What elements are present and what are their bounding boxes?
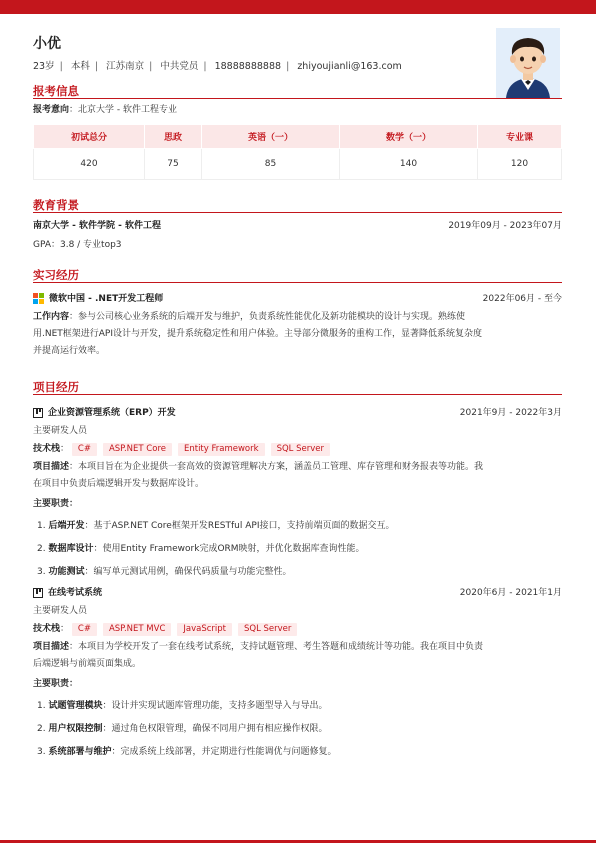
internship-content: 工作内容：参与公司核心业务系统的后端开发与维护，负责系统性能优化及新功能模块的设计与实现。熟练使 用.NET框架进行API设计与开发，提升系统稳定性和用户体验。主导部分微服务的重构工作，显著降低系统复杂度 并提高运行效率。 <box>33 312 483 356</box>
duties-label: 主要职责： <box>33 679 79 689</box>
education-school: 南京大学 - 软件学院 - 软件工程 <box>33 221 162 231</box>
project-name: 在线考试系统 <box>48 588 103 598</box>
application-intent: 报考意向：北京大学 - 软件工程专业 <box>33 105 178 115</box>
info-degree: 本科 <box>70 61 90 72</box>
stack-tag: ASP.NET Core <box>103 443 172 456</box>
stack-tag: ASP.NET MVC <box>103 623 171 636</box>
project-board-icon <box>33 588 43 598</box>
stack-tag: SQL Server <box>271 443 330 456</box>
application-section <box>33 84 562 180</box>
duties-list <box>33 695 562 764</box>
project-item <box>33 405 562 584</box>
internship-section <box>33 268 562 360</box>
score-header-english: 英语（一） <box>202 125 340 149</box>
score-total: 420 <box>34 149 145 180</box>
candidate-name: 小优 <box>33 36 61 52</box>
info-location: 江苏南京 <box>106 61 145 72</box>
stack-tag: SQL Server <box>238 623 297 636</box>
score-header-math: 数学（一） <box>339 125 477 149</box>
duty-item: 3. 系统部署与维护：完成系统上线部署，并定期进行性能调优与问题修复。 <box>37 747 337 757</box>
duty-item: 2. 数据库设计：使用Entity Framework完成ORM映射，并优化数据库查询性能。 <box>37 544 365 554</box>
score-header-major: 专业课 <box>477 125 561 149</box>
education-gpa: GPA：3.8 / 专业top3 <box>33 240 122 250</box>
top-accent-bar <box>0 0 596 14</box>
section-title-internship: 实习经历 <box>33 268 562 283</box>
project-period: 2020年6月 - 2021年1月 <box>459 588 562 598</box>
project-description: 项目描述：本项目为学校开发了一套在线考试系统，支持试题管理、考生答题和成绩统计等功能。我在项目中负责 后端逻辑与前端页面集成。 <box>33 642 484 669</box>
score-english: 85 <box>202 149 340 180</box>
intent-value: 北京大学 - 软件工程专业 <box>78 105 178 115</box>
score-header-total: 初试总分 <box>34 125 145 149</box>
score-header-politics: 思政 <box>144 125 201 149</box>
project-role: 主要研发人员 <box>33 606 88 616</box>
info-email: zhiyoujianli@163.com <box>297 61 402 72</box>
education-period: 2019年09月 - 2023年07月 <box>448 221 562 231</box>
score-major: 120 <box>477 149 561 180</box>
section-title-application: 报考信息 <box>33 84 562 99</box>
project-stack: 技术栈： C# ASP.NET MVC JavaScript SQL Server <box>33 621 562 637</box>
duty-item: 3. 功能测试：编写单元测试用例，确保代码质量与功能完整性。 <box>37 567 292 577</box>
duties-label: 主要职责： <box>33 499 79 509</box>
score-politics: 75 <box>144 149 201 180</box>
stack-tag: JavaScript <box>177 623 232 636</box>
section-title-projects: 项目经历 <box>33 380 562 395</box>
content-label: 工作内容 <box>33 312 70 322</box>
intent-label: 报考意向 <box>33 105 70 115</box>
stack-tag: C# <box>72 443 97 456</box>
project-board-icon <box>33 408 43 418</box>
section-title-education: 教育背景 <box>33 198 562 213</box>
duty-item: 1. 试题管理模块：设计并实现试题库管理功能，支持多题型导入与导出。 <box>37 701 328 711</box>
stack-tag: C# <box>72 623 97 636</box>
info-age: 23岁 <box>33 61 55 72</box>
duty-item: 1. 后端开发：基于ASP.NET Core框架开发RESTful API接口，支持前端页面的数据交互。 <box>37 521 395 531</box>
score-table <box>33 124 562 180</box>
duties-list <box>33 515 562 584</box>
project-name: 企业资源管理系统（ERP）开发 <box>48 408 176 418</box>
info-political: 中共党员 <box>160 61 199 72</box>
duty-item: 2. 用户权限控制：通过角色权限管理，确保不同用户拥有相应操作权限。 <box>37 724 328 734</box>
info-phone: 18888888888 <box>214 61 282 72</box>
project-item <box>33 585 562 764</box>
internship-period: 2022年06月 - 至今 <box>482 294 562 304</box>
score-math: 140 <box>339 149 477 180</box>
education-section <box>33 198 562 253</box>
projects-section <box>33 380 562 764</box>
project-role: 主要研发人员 <box>33 426 88 436</box>
basic-info: 23岁 | 本科 | 江苏南京 | 中共党员 | 18888888888 | zhiyoujianli@163.com <box>33 61 402 72</box>
microsoft-logo-icon <box>33 293 44 304</box>
project-stack: 技术栈： C# ASP.NET Core Entity Framework SQL Server <box>33 441 562 457</box>
project-description: 项目描述：本项目旨在为企业提供一套高效的资源管理解决方案，涵盖员工管理、库存管理和财务报表等功能。我 在项目中负责后端逻辑开发与数据库设计。 <box>33 462 484 489</box>
internship-company: 微软中国 - .NET开发工程师 <box>49 294 164 304</box>
stack-tag: Entity Framework <box>178 443 265 456</box>
project-period: 2021年9月 - 2022年3月 <box>459 408 562 418</box>
